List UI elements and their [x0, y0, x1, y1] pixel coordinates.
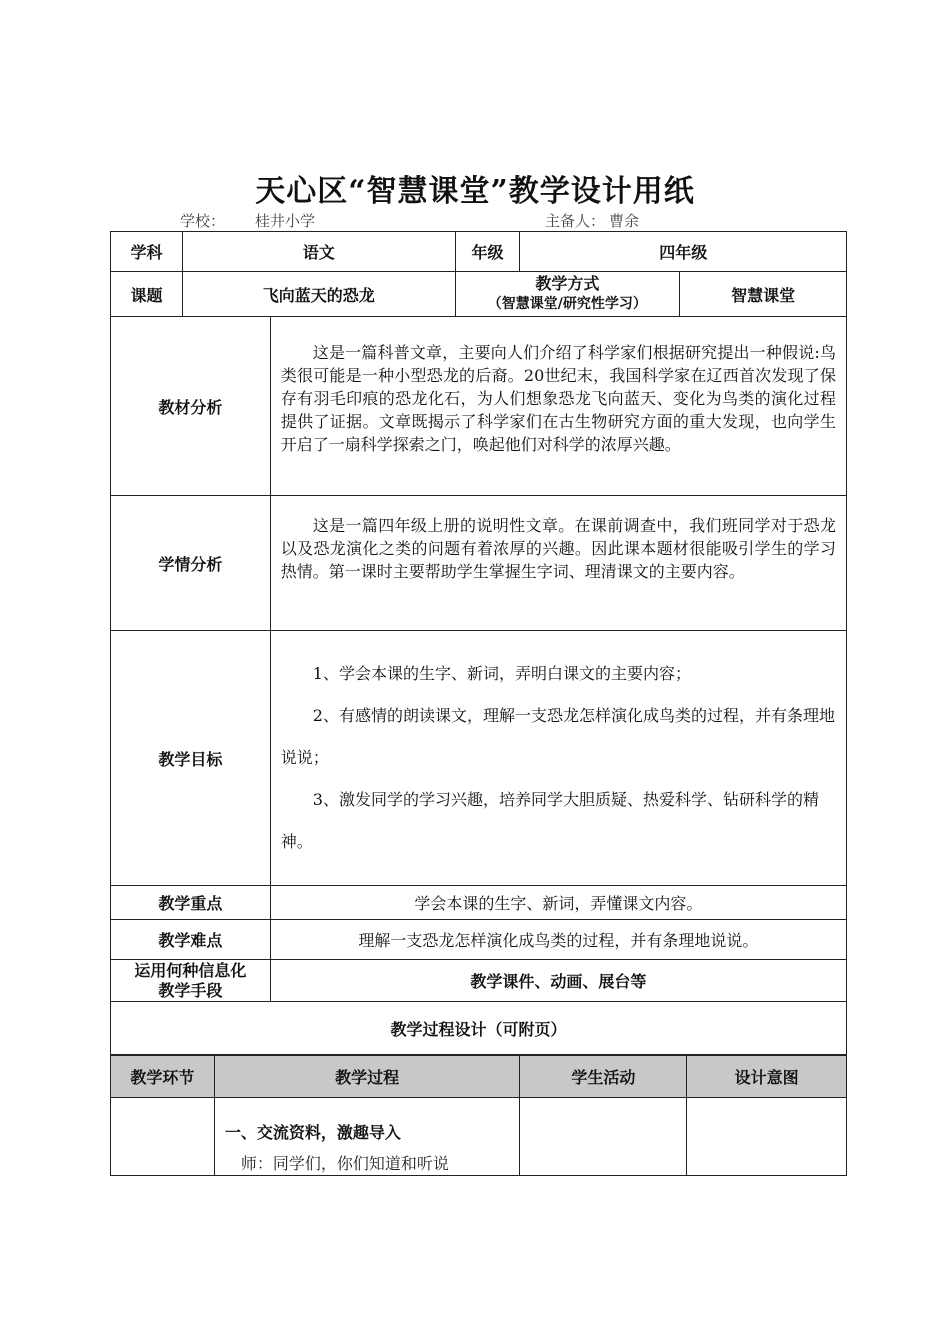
goal-item: 2、有感情的朗读课文，理解一支恐龙怎样演化成鸟类的过程，并有条理地说说； — [280, 706, 835, 767]
process-intent-cell — [687, 1098, 847, 1176]
student-label: 学情分析 — [111, 496, 271, 631]
material-text: 这是一篇科普文章，主要向人们介绍了科学家们根据研究提出一种假说:鸟类很可能是一种小型恐龙的后裔。20世纪末，我国科学家在辽西首次发现了保存有羽毛印痕的恐龙化石，为人们想象恐龙飞向蓝天、变化为鸟类的演化过程提供了证据。文章既揭示了科学家们在古生物研究方面的重大发现，也向学生开启了一扇科学探索之门，唤起他们对科学的浓厚兴趣。 — [280, 343, 836, 454]
process-content-cell — [214, 1098, 520, 1176]
school-line — [180, 210, 449, 232]
student-text: 这是一篇四年级上册的说明性文章。在课前调查中，我们班同学对于恐龙以及恐龙演化之类的问题有着浓厚的兴趣。因此课本题材很能吸引学生的学习热情。第一课时主要帮助学生掌握生字词、理清课文的主要内容。 — [280, 516, 836, 581]
goals-row — [111, 631, 847, 886]
process-header-intent: 设计意图 — [687, 1056, 847, 1098]
student-cell — [270, 496, 846, 631]
process-activity-cell — [520, 1098, 687, 1176]
lesson-row — [111, 272, 847, 317]
method-value: 智慧课堂 — [680, 272, 847, 317]
process-stage-cell — [111, 1098, 215, 1176]
goals-label: 教学目标 — [111, 631, 271, 886]
design-form-table — [110, 231, 847, 1055]
process-row — [111, 1098, 847, 1176]
process-header-stage: 教学环节 — [111, 1056, 215, 1098]
focus-row — [111, 886, 847, 920]
difficulty-value: 理解一支恐龙怎样演化成鸟类的过程，并有条理地说说。 — [270, 920, 846, 960]
tools-label-line1: 运用何种信息化 — [134, 960, 247, 980]
tools-value: 教学课件、动画、展台等 — [270, 960, 846, 1002]
student-row — [111, 496, 847, 631]
subject-value: 语文 — [182, 232, 455, 272]
difficulty-row — [111, 920, 847, 960]
focus-label: 教学重点 — [111, 886, 271, 920]
process-header-process: 教学过程 — [214, 1056, 520, 1098]
subject-label: 学科 — [111, 232, 183, 272]
page-title: 天心区“智慧课堂”教学设计用纸 — [255, 174, 695, 209]
school-label: 学校： — [180, 212, 226, 230]
focus-value: 学会本课的生字、新词，弄懂课文内容。 — [270, 886, 846, 920]
preparer-line — [545, 210, 643, 232]
difficulty-label: 教学难点 — [111, 920, 271, 960]
subject-row — [111, 232, 847, 272]
method-label-sub: （智慧课堂/研究性学习） — [487, 296, 647, 312]
material-cell — [270, 317, 846, 496]
material-row — [111, 317, 847, 496]
process-header-row — [111, 1056, 847, 1098]
lesson-label: 课题 — [111, 272, 183, 317]
lesson-value: 飞向蓝天的恐龙 — [182, 272, 455, 317]
process-header-activity: 学生活动 — [520, 1056, 687, 1098]
grade-value: 四年级 — [520, 232, 847, 272]
process-title-row — [111, 1002, 847, 1055]
material-label: 教材分析 — [111, 317, 271, 496]
goal-item: 3、激发同学的学习兴趣，培养同学大胆质疑、热爱科学、钻研科学的精神。 — [280, 790, 819, 851]
tools-row — [111, 960, 847, 1002]
section-title: 一、交流资料，激趣导入 — [224, 1123, 401, 1142]
tools-label-line2: 教学手段 — [158, 980, 223, 1000]
section-text: 师：同学们，你们知道和听说 — [240, 1154, 449, 1173]
process-title: 教学过程设计（可附页） — [111, 1002, 847, 1055]
process-table — [110, 1055, 847, 1176]
method-label-main: 教学方式 — [535, 274, 600, 293]
grade-label: 年级 — [455, 232, 520, 272]
preparer-value: 曹余 — [605, 210, 643, 232]
goal-item: 1、学会本课的生字、新词，弄明白课文的主要内容； — [312, 664, 691, 683]
preparer-label: 主备人： — [545, 212, 606, 230]
school-value: 桂井小学 — [225, 210, 449, 232]
tools-label — [111, 960, 271, 1002]
method-label — [455, 272, 680, 317]
goals-cell — [270, 631, 846, 886]
